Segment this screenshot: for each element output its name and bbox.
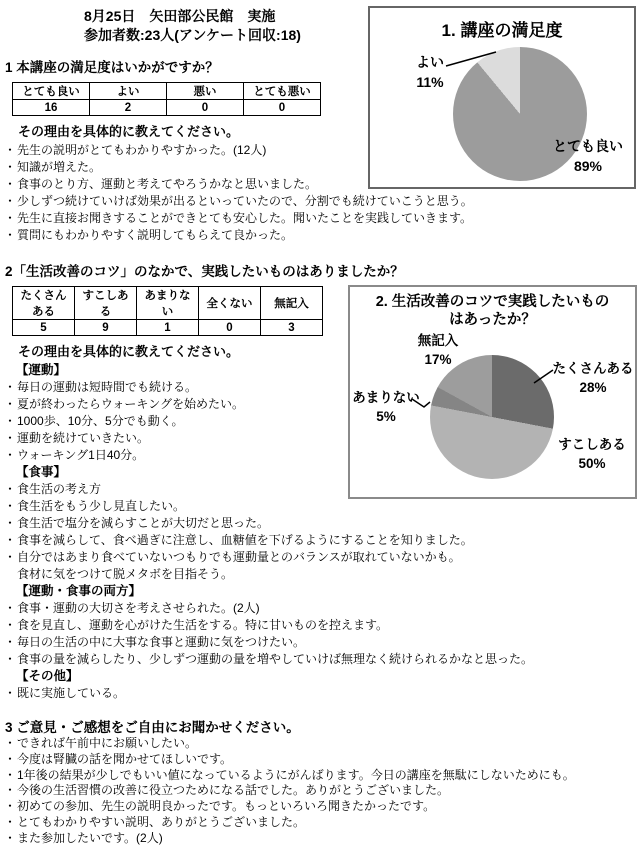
pie1-label-totemoyoi-pct: 89% [573,158,603,174]
q2-header-cell: たくさんある [13,287,75,320]
group-title-exercise: 【運動】 [16,363,67,377]
question2-heading: 2「生活改善のコツ」のなかで、実践したいものはありましたか？ [5,264,404,279]
pie1-label-totemoyoi-text: とても良い [553,138,623,154]
q2-reason-item: ・ 運動を続けていきたい。 [0,430,640,447]
q1-header-cell: とても良い [13,83,90,100]
pie2-label-sukoshi [549,435,635,473]
q1-header-cell: よい [90,83,167,100]
q2-reason-item: ・ 食事の量を減らしたり、少しずつ運動の量を増やしていけば無理なく続けられるかなと思った。 [0,651,640,668]
satisfaction-pie-chart-box [368,6,636,189]
pie2-label-takusan [551,359,635,397]
q2-reason-item: ・ 毎日の運動は短時間でも続ける。 [0,379,640,396]
q3-comment-item: ・ とてもわかりやすい説明、ありがとうございました。 [0,815,640,831]
question3-heading: 3 ご意見・ご感想をご自由にお聞かせください。 [5,720,300,735]
q2-header-cell: 全くない [199,287,261,320]
q1-reason-heading: その理由を具体的に教えてください。 [18,124,240,139]
practice-pie [430,355,554,479]
pie1-label-totemoyoi [542,136,634,176]
pie2-label-mukinyu [406,331,470,369]
q1-reason-item: ・ 知識が増えた。 [0,159,640,176]
q2-reason-item: ・ 食生活の考え方 [0,481,640,498]
q1-table-value-row [13,100,321,116]
pie2-label-sukoshi-pct: 50% [578,456,606,471]
chart2-title: 2. 生活改善のコツで実践したいものはあったか？ [375,294,610,328]
q3-comment-item: ・ また参加したいです。(2人) [0,831,640,847]
q1-header-cell: 悪い [167,83,244,100]
event-date-location: 8月25日 矢田部公民館 実施 [84,8,276,24]
q1-value-cell: 0 [167,100,244,116]
q2-reason-item: ・ 食を見直し、運動を心がけた生活をする。特に甘いものを控えます。 [0,617,640,634]
q3-comment-item: ・ 1年後の結果が少しでもいい値になっているようにがんばります。今日の講座を無駄にしないためにも。 [0,768,640,784]
q2-reason-heading: その理由を具体的に教えてください。 [18,344,240,359]
q3-comment-item: ・ できれば午前中にお願いしたい。 [0,736,640,752]
q1-value-cell: 2 [90,100,167,116]
q1-reason-item: ・ 先生に直接お聞きすることができとても安心した。聞いたことを実践していきます。 [0,210,640,227]
q2-reason-item: ・ 食事・運動の大切さを考えさせられた。(2人) [0,600,640,617]
q1-reason-item: ・ 少しずつ続けていけば効果が出るといっていたので、分割でも続けていこうと思う。 [0,193,640,210]
pie2-label-amari-text: あまりない [352,390,420,405]
q2-reason-item: ・ 食生活で塩分を減らすことが大切だと思った。 [0,515,640,532]
group-title-other: 【その他】 [16,669,79,683]
q2-value-cell: 1 [137,320,199,336]
q2-results-table [12,286,323,336]
q3-comment-item: ・ 今後の生活習慣の改善に役立つためになる話でした。ありがとうございました。 [0,783,640,799]
q2-table-value-row [13,320,323,336]
q2-reason-item: ・ 食事を減らして、食べ過ぎに注意し、血糖値を下げるようにすることを知りました。 [0,532,640,549]
pie2-label-amari [350,388,422,426]
q2-value-cell: 9 [75,320,137,336]
q2-reason-item: ・ 1000歩、10分、5分でも動く。 [0,413,640,430]
pie2-label-takusan-text: たくさんある [552,361,634,376]
q3-comment-item: ・ 初めての参加、先生の説明良かったです。もっといろいろ聞きたかったです。 [0,799,640,815]
q1-value-cell: 0 [244,100,321,116]
pie1-label-yoi-pct: 11% [416,74,444,90]
q1-value-cell: 16 [13,100,90,116]
group-title-both: 【運動・食事の両方】 [16,584,142,598]
q1-results-table [12,82,321,116]
pie2-label-sukoshi-text: すこしある [558,437,626,452]
pie1-label-yoi [398,52,462,92]
q2-reason-continuation: 食材に気をつけて脱メタボを目指そう。 [17,567,234,581]
question1-heading: 1 本講座の満足度はいかがですか？ [5,60,219,75]
pie1-label-yoi-text: よい [416,54,444,70]
q2-reason-item: ・ 毎日の生活の中に大事な食事と運動に気をつけたい。 [0,634,640,651]
q1-table-header-row [13,83,321,100]
q2-table-header-row [13,287,323,320]
q2-header-cell: すこしある [75,287,137,320]
pie2-label-amari-pct: 5% [376,409,396,424]
q2-reason-item: ・ ウォーキング1日40分。 [0,447,640,464]
pie2-label-mukinyu-pct: 17% [424,352,452,367]
q2-reason-item: ・ 既に実施している。 [0,685,640,702]
q2-reason-item: ・ 自分ではあまり食べていないつもりでも運動量とのバランスが取れていないかも。 [0,549,640,566]
q2-header-cell: 無記入 [261,287,323,320]
pie2-label-takusan-pct: 28% [579,380,607,395]
group-title-meal: 【食事】 [16,465,67,479]
pie2-label-mukinyu-text: 無記入 [417,333,459,348]
q1-reason-item: ・ 食事のとり方、運動と考えてやろうかなと思いました。 [0,176,640,193]
q1-reason-item: ・ 質問にもわかりやすく説明してもらえて良かった。 [0,227,640,244]
q2-reason-item: ・ 食生活をもう少し見直したい。 [0,498,640,515]
practice-pie-chart-box [348,285,637,499]
q2-value-cell: 5 [13,320,75,336]
chart1-title: 1. 講座の満足度 [441,21,563,40]
q1-reason-item: ・ 先生の説明がとてもわかりやすかった。(12人) [0,142,640,159]
q2-value-cell: 3 [261,320,323,336]
q1-header-cell: とても悪い [244,83,321,100]
q2-reason-item: ・ 夏が終わったらウォーキングを始めたい。 [0,396,640,413]
q2-header-cell: あまりない [137,287,199,320]
participant-count: 参加者数:23人(アンケート回収:18) [84,27,301,43]
q2-value-cell: 0 [199,320,261,336]
q3-comment-item: ・ 今度は腎臓の話を聞かせてほしいです。 [0,752,640,768]
